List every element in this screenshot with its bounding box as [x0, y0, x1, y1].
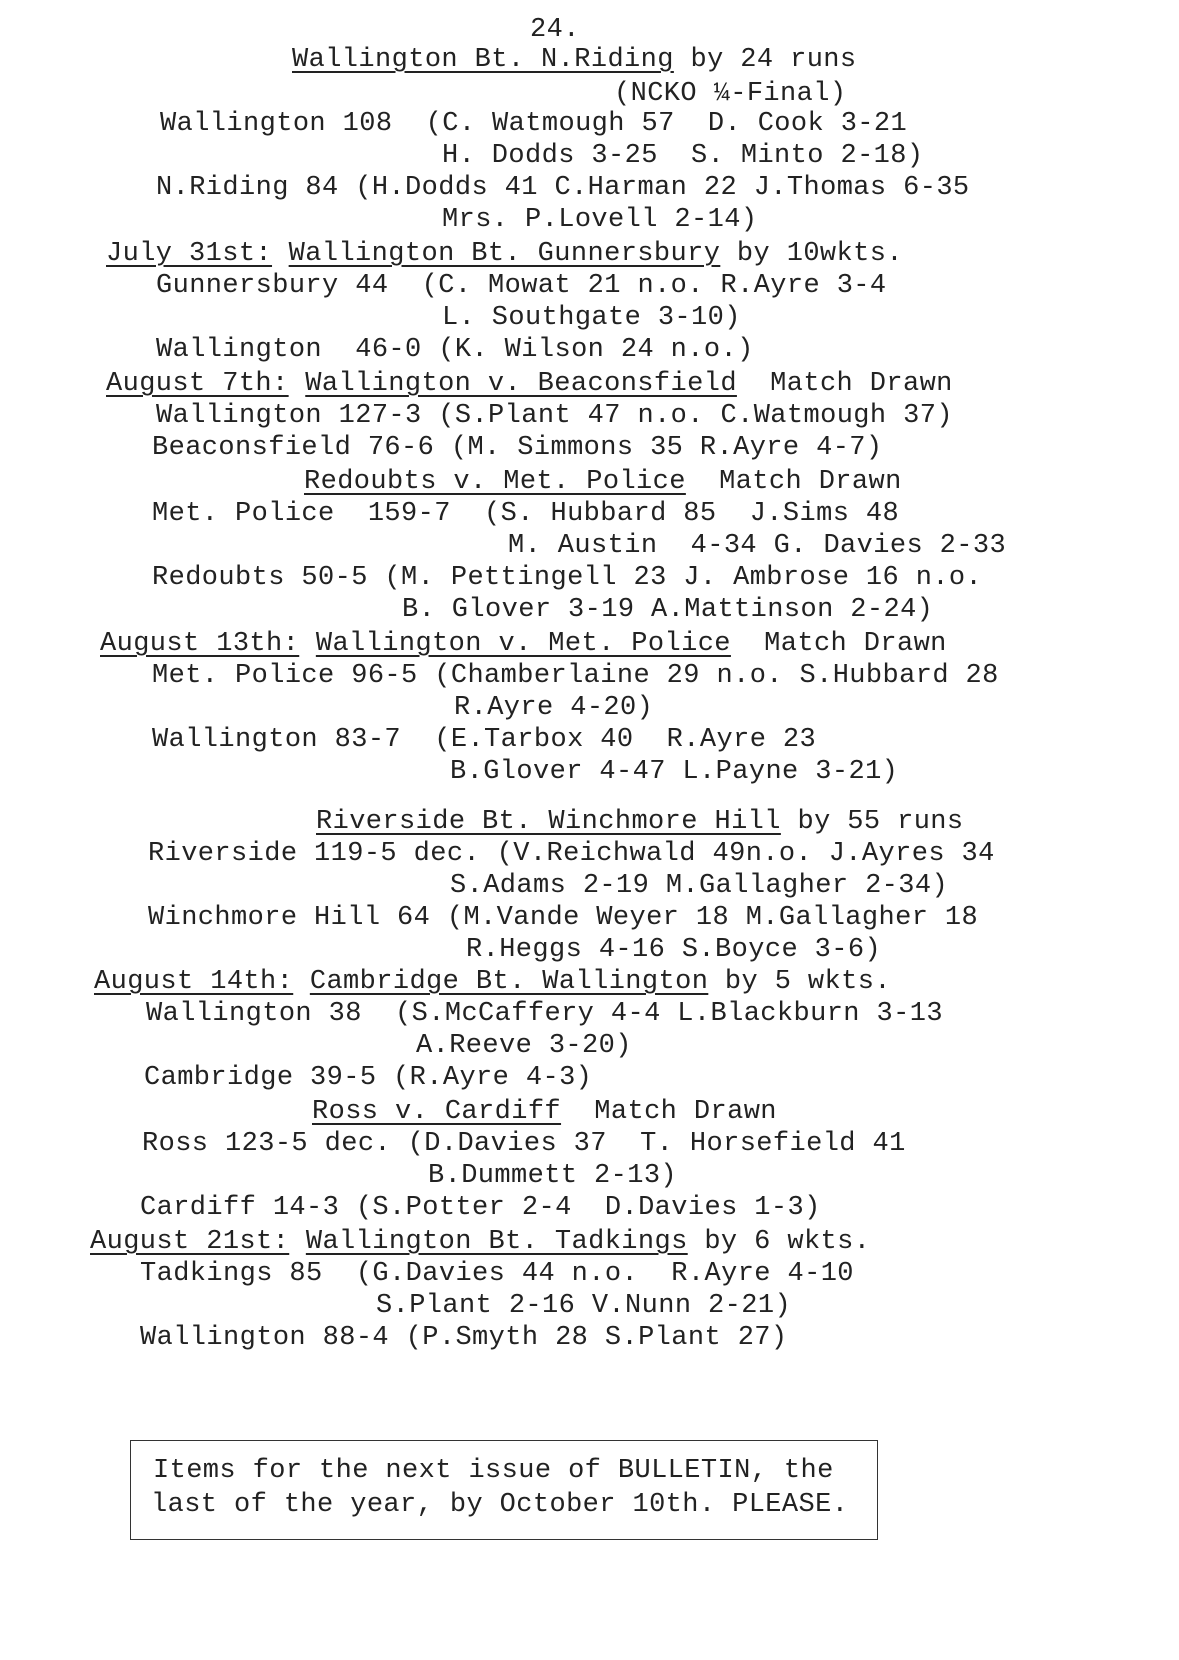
scorecard-line: Ross 123-5 dec. (D.Davies 37 T. Horsefield 41 — [142, 1129, 906, 1159]
scorecard-line: Beaconsfield 76-6 (M. Simmons 35 R.Ayre 4-7) — [152, 433, 883, 463]
scorecard-line: N.Riding 84 (H.Dodds 41 C.Harman 22 J.Thomas 6-35 — [156, 173, 970, 203]
match-heading — [304, 466, 902, 498]
match-heading — [292, 44, 857, 76]
scorecard-line: B.Dummett 2-13) — [428, 1161, 678, 1191]
page-number: 24. — [530, 15, 580, 45]
match-title: Cambridge Bt. Wallington — [309, 967, 709, 997]
match-date: July 31st: — [106, 239, 273, 269]
scorecard-line: Winchmore Hill 64 (M.Vande Weyer 18 M.Gallagher 18 — [148, 903, 979, 933]
match-result: by 5 wkts. — [724, 967, 891, 997]
match-heading — [106, 368, 953, 400]
scorecard-line: M. Austin 4-34 G. Davies 2-33 — [508, 531, 1007, 561]
scorecard-line: Met. Police 96-5 (Chamberlaine 29 n.o. S.Hubbard 28 — [152, 661, 999, 691]
match-title: Wallington v. Beaconsfield — [305, 369, 737, 399]
scorecard-line: Tadkings 85 (G.Davies 44 n.o. R.Ayre 4-10 — [140, 1259, 854, 1289]
scorecard-line: A.Reeve 3-20) — [416, 1031, 632, 1061]
notice-line: last of the year, by October 10th. PLEASE. — [151, 1490, 849, 1520]
match-note: (NCKO ¼-Final) — [614, 79, 847, 109]
match-result: by 55 runs — [797, 807, 964, 837]
match-result: Match Drawn — [764, 629, 947, 659]
match-title: Wallington Bt. N.Riding — [292, 45, 674, 75]
match-result: Match Drawn — [770, 369, 953, 399]
match-result: by 10wkts. — [736, 239, 903, 269]
match-title: Riverside Bt. Winchmore Hill — [316, 807, 781, 837]
match-heading — [312, 1096, 777, 1128]
scorecard-line: Wallington 83-7 (E.Tarbox 40 R.Ayre 23 — [152, 725, 817, 755]
scorecard-line: Redoubts 50-5 (M. Pettingell 23 J. Ambrose 16 n.o. — [152, 563, 983, 593]
scorecard-line: Met. Police 159-7 (S. Hubbard 85 J.Sims 48 — [152, 499, 900, 529]
scorecard-line: L. Southgate 3-10) — [442, 303, 741, 333]
scorecard-line: H. Dodds 3-25 S. Minto 2-18) — [442, 141, 924, 171]
match-heading — [106, 238, 903, 270]
notice-line: Items for the next issue of BULLETIN, the — [153, 1456, 834, 1486]
match-date: August 7th: — [106, 369, 289, 399]
scorecard-line: Cambridge 39-5 (R.Ayre 4-3) — [144, 1063, 593, 1093]
match-title: Ross v. Cardiff — [312, 1097, 562, 1127]
scorecard-line: S.Adams 2-19 M.Gallagher 2-34) — [450, 871, 949, 901]
match-date: August 13th: — [100, 629, 300, 659]
match-title: Redoubts v. Met. Police — [304, 467, 686, 497]
match-result: Match Drawn — [594, 1097, 777, 1127]
scorecard-line: Cardiff 14-3 (S.Potter 2-4 D.Davies 1-3) — [140, 1193, 821, 1223]
match-result: by 6 wkts. — [704, 1227, 871, 1257]
match-date: August 21st: — [90, 1227, 290, 1257]
match-heading — [94, 966, 891, 998]
scorecard-line: R.Heggs 4-16 S.Boyce 3-6) — [466, 935, 882, 965]
scorecard-line: Wallington 108 (C. Watmough 57 D. Cook 3-21 — [160, 109, 908, 139]
scorecard-line: Mrs. P.Lovell 2-14) — [442, 205, 758, 235]
scorecard-line: R.Ayre 4-20) — [454, 693, 654, 723]
scorecard-line: Wallington 127-3 (S.Plant 47 n.o. C.Watmough 37) — [156, 401, 953, 431]
match-date: August 14th: — [94, 967, 294, 997]
scorecard-line: Wallington 38 (S.McCaffery 4-4 L.Blackburn 3-13 — [146, 999, 943, 1029]
match-heading — [90, 1226, 870, 1258]
match-heading — [316, 806, 964, 838]
match-title: Wallington v. Met. Police — [315, 629, 731, 659]
match-result: by 24 runs — [690, 45, 857, 75]
match-heading — [100, 628, 947, 660]
scorecard-line: B.Glover 4-47 L.Payne 3-21) — [450, 757, 899, 787]
scorecard-line: S.Plant 2-16 V.Nunn 2-21) — [376, 1291, 792, 1321]
scorecard-line: Riverside 119-5 dec. (V.Reichwald 49n.o. J.Ayres 34 — [148, 839, 995, 869]
scorecard-line: B. Glover 3-19 A.Mattinson 2-24) — [402, 595, 934, 625]
match-title: Wallington Bt. Gunnersbury — [288, 239, 721, 269]
scorecard-line: Wallington 88-4 (P.Smyth 28 S.Plant 27) — [140, 1323, 788, 1353]
match-result: Match Drawn — [719, 467, 902, 497]
notice-box — [130, 1440, 878, 1540]
scorecard-line: Wallington 46-0 (K. Wilson 24 n.o.) — [156, 335, 754, 365]
scorecard-line: Gunnersbury 44 (C. Mowat 21 n.o. R.Ayre 3-4 — [156, 271, 887, 301]
match-title: Wallington Bt. Tadkings — [305, 1227, 688, 1257]
